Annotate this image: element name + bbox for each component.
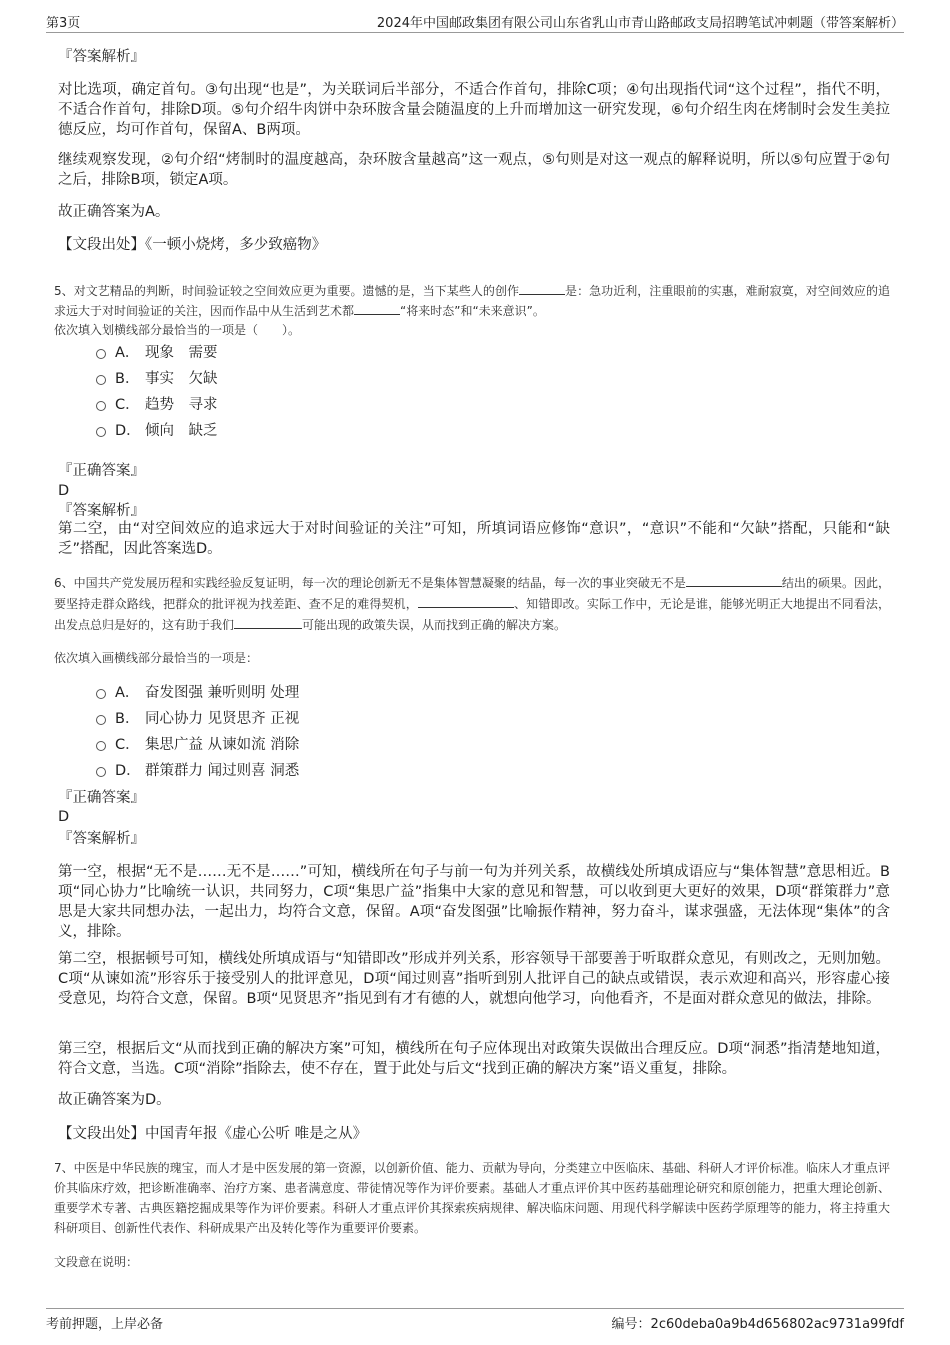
radio-icon[interactable] bbox=[96, 401, 106, 411]
q6-option-c[interactable]: C． 集思广益 从谏如流 消除 bbox=[96, 735, 299, 755]
q6-option-b[interactable]: B． 同心协力 见贤思齐 正视 bbox=[96, 709, 299, 729]
q5-analysis: 第二空，由“对空间效应的追求远大于对时间验证的关注”可知，所填词语应修饰“意识”，“意识”不能和“欠缺”搭配，只能和“缺乏”搭配，因此答案选D。 bbox=[58, 521, 890, 557]
q6-analysis-para2: 第二空，根据顿号可知，横线处所填成语与“知错即改”形成并列关系，形容领导干部要善于听取群众意见，有则改之，无则加勉。C项“从谏如流”形容乐于接受别人的批评意见，D项“闻过则喜”指听到别人批评自己的缺点或错误，表示欢迎和高兴，形容虚心接受意见，均符合文意，保留。B项“见贤思齐”指见到有才有德的人，就想向他学习，向他看齐，不是面对群众意见的做法，排除。 bbox=[58, 951, 890, 1007]
radio-icon[interactable] bbox=[96, 689, 106, 699]
q6-answer: D bbox=[58, 809, 70, 825]
q4-analysis-conclusion: 故正确答案为A。 bbox=[58, 204, 170, 220]
q6-option-a[interactable]: A． 奋发图强 兼听则明 处理 bbox=[96, 683, 299, 703]
q6-source: 【文段出处】中国青年报《虚心公听 唯是之从》 bbox=[58, 1126, 368, 1142]
q7-stem: 7、中医是中华民族的瑰宝，而人才是中医发展的第一资源，以创新价值、能力、贡献为导向，分类建立中医临床、基础、科研人才评价标准。临床人才重点评价其临床疗效，把诊断准确率、治疗方案、患者满意度、带徒情况等作为评价要素。基础人才重点评价其中医药基础理论研究和原创能力，把重大理论创新、重要学术专著、古典医籍挖掘成果等作为评价要素。科研人才重点评价其探索疾病规律、解决临床问题、用现代科学解读中医药学原理等的能力，将主持重大科研项目、创新性代表作、科研成果产出及转化等作为重要评价要素。 bbox=[54, 1161, 890, 1235]
footer-slogan: 考前押题，上岸必备 bbox=[46, 1317, 164, 1332]
q6-analysis-label: 『答案解析』 bbox=[58, 831, 145, 847]
q5-answer: D bbox=[58, 483, 70, 499]
q5-prompt: 依次填入划横线部分最恰当的一项是（ ）。 bbox=[54, 323, 301, 337]
radio-icon[interactable] bbox=[96, 375, 106, 385]
page-number: 第3页 bbox=[46, 16, 81, 31]
q6-prompt: 依次填入画横线部分最恰当的一项是： bbox=[54, 651, 259, 665]
q5-option-b[interactable]: B． 事实 欠缺 bbox=[96, 369, 218, 389]
radio-icon[interactable] bbox=[96, 715, 106, 725]
q5-option-a[interactable]: A． 现象 需要 bbox=[96, 343, 218, 363]
q5-analysis-label: 『答案解析』 bbox=[58, 503, 145, 519]
document-id: 编号：2c60deba0a9b4d656802ac9731a99fdf bbox=[611, 1317, 904, 1332]
q6-analysis-para1: 第一空，根据“无不是……无不是……”可知，横线所在句子与前一句为并列关系，故横线处所填成语应与“集体智慧”意思相近。B项“同心协力”比喻统一认识，共同努力，C项“集思广益”指集中大家的意见和智慧，可以收到更大更好的效果，D项“群策群力”意思是大家共同想办法，一起出力，均符合文意，保留。A项“奋发图强”比喻振作精神，努力奋斗，谋求强盛，无法体现“集体”的含义，排除。 bbox=[58, 864, 890, 940]
q5-stem: 5、对文艺精品的判断，时间验证较之空间效应更为重要。遗憾的是，当下某些人的创作 是：急功近利，注重眼前的实惠，难耐寂寞，对空间效应的追求远大于对时间验证的关注，因而作品中从生活到艺术都 “将来时态”和“未来意识”。 bbox=[54, 284, 890, 318]
q6-answer-label: 『正确答案』 bbox=[58, 790, 145, 806]
q6-option-d[interactable]: D． 群策群力 闻过则喜 洞悉 bbox=[96, 761, 299, 781]
q4-analysis-para1: 对比选项，确定首句。③句出现“也是”，为关联词后半部分，不适合作首句，排除C项；④句出现指代词“这个过程”，指代不明，不适合作首句，排除D项。⑤句介绍牛肉饼中杂环胺含量会随温度的上升而增加这一研究发现，⑥句介绍生肉在烤制时会发生美拉德反应，均可作首句，保留A、B两项。 bbox=[58, 82, 890, 138]
radio-icon[interactable] bbox=[96, 349, 106, 359]
radio-icon[interactable] bbox=[96, 767, 106, 777]
header-divider bbox=[46, 32, 904, 33]
q6-analysis-para3: 第三空，根据后文“从而找到正确的解决方案”可知，横线所在句子应体现出对政策失误做出合理反应。D项“洞悉”指清楚地知道，符合文意，当选。C项“消除”指除去，使不存在，置于此处与后文“找到正确的解决方案”语义重复，排除。 bbox=[58, 1041, 890, 1077]
footer-divider bbox=[46, 1308, 904, 1309]
q6-stem: 6、中国共产党发展历程和实践经验反复证明，每一次的理论创新无不是集体智慧凝聚的结晶，每一次的事业突破无不是 结出的硕果。因此，要坚持走群众路线，把群众的批评视为找差距、查不足的难得契机， 、知错即改。实际工作中，无论是谁，能够光明正大地提出不同看法，出发点总归是好的，这有助于我们 可能出现的政策失误，从而找到正确的解决方案。 bbox=[54, 576, 890, 632]
document-title: 2024年中国邮政集团有限公司山东省乳山市青山路邮政支局招聘笔试冲刺题（带答案解析） bbox=[376, 16, 904, 31]
q4-analysis-label: 『答案解析』 bbox=[58, 49, 145, 65]
q6-analysis-conclusion: 故正确答案为D。 bbox=[58, 1092, 171, 1108]
q4-source: 【文段出处】《一顿小烧烤，多少致癌物》 bbox=[58, 237, 327, 253]
q7-prompt: 文段意在说明： bbox=[54, 1255, 139, 1269]
q5-option-c[interactable]: C． 趋势 寻求 bbox=[96, 395, 218, 415]
radio-icon[interactable] bbox=[96, 741, 106, 751]
radio-icon[interactable] bbox=[96, 427, 106, 437]
q5-answer-label: 『正确答案』 bbox=[58, 463, 145, 479]
q4-analysis-para2: 继续观察发现，②句介绍“烤制时的温度越高，杂环胺含量越高”这一观点，⑤句则是对这一观点的解释说明，所以⑤句应置于②句之后，排除B项，锁定A项。 bbox=[58, 152, 890, 188]
q5-option-d[interactable]: D． 倾向 缺乏 bbox=[96, 421, 218, 441]
